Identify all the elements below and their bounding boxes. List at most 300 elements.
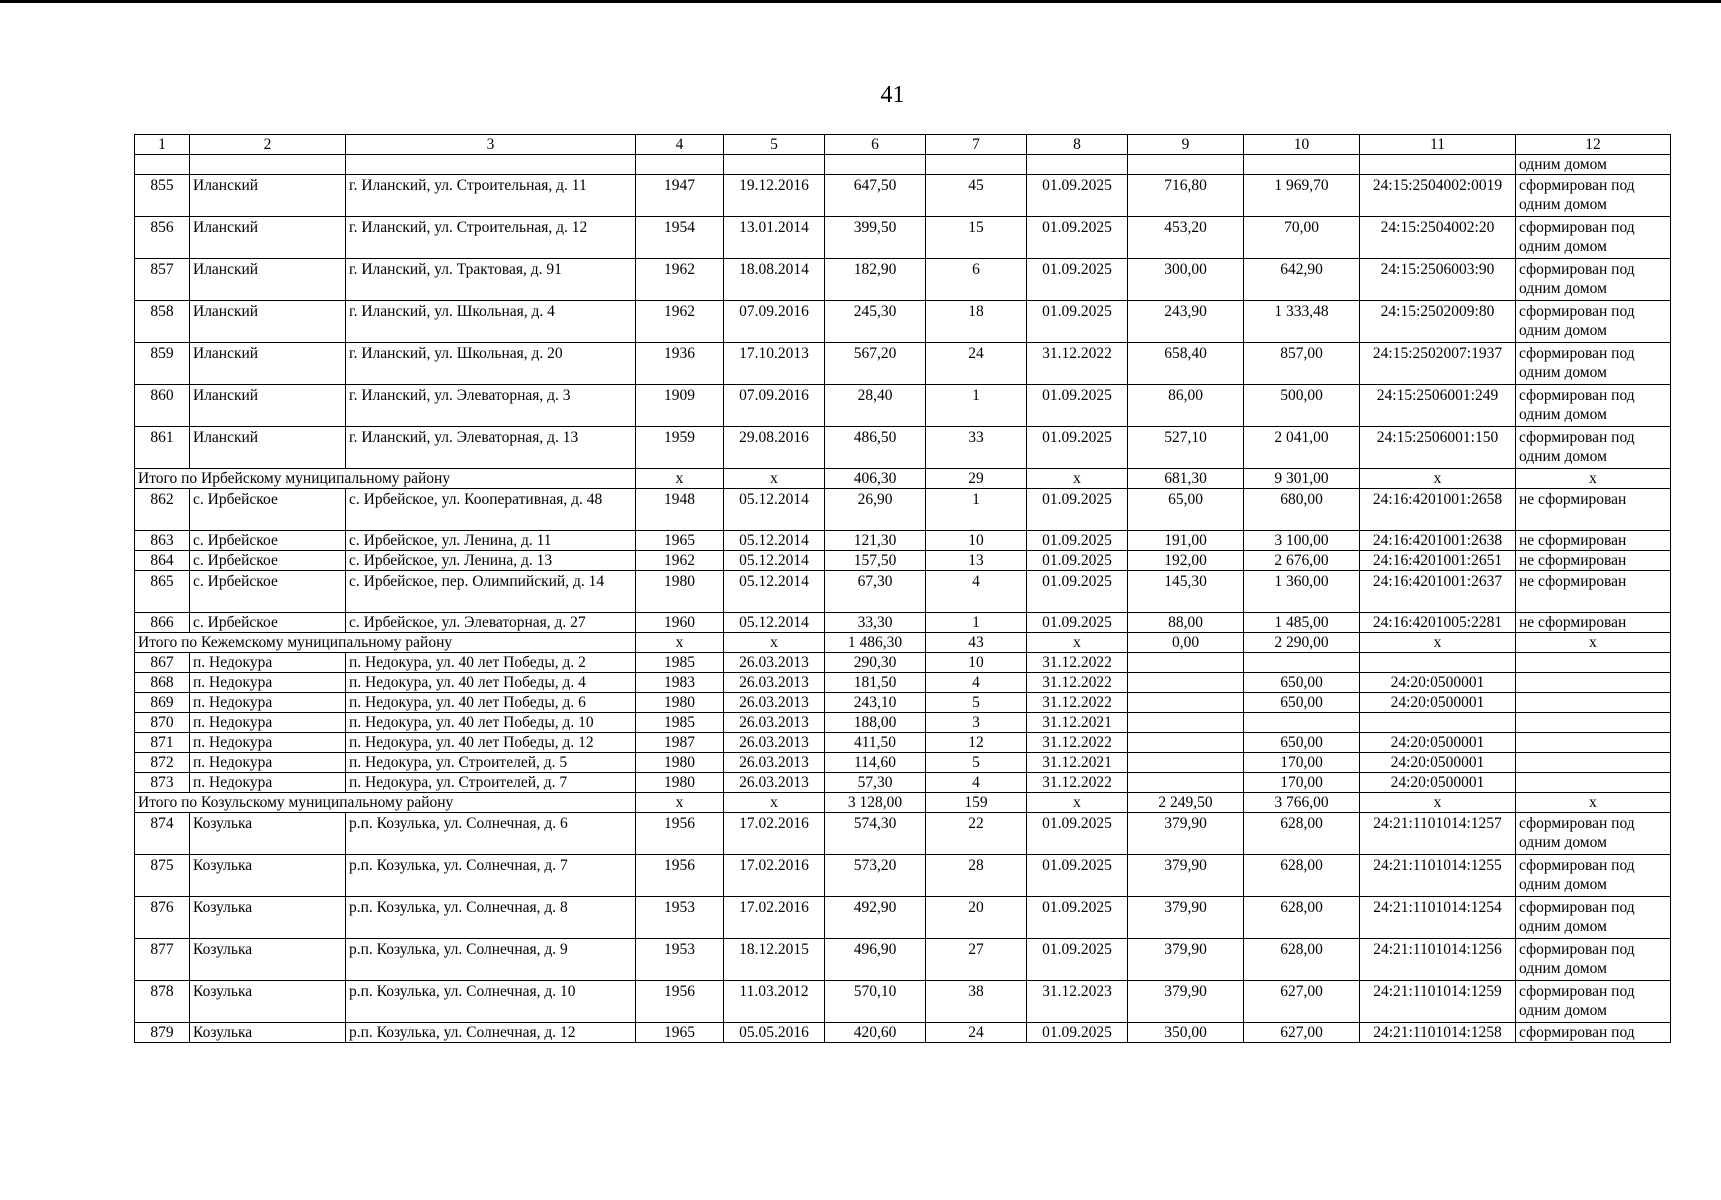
deadline-cell: 31.12.2022 — [1027, 673, 1128, 693]
cadastral-cell: 24:20:0500001 — [1360, 673, 1516, 693]
date-cell: 18.08.2014 — [724, 259, 825, 301]
address-cell: г. Иланский, ул. Элеваторная, д. 13 — [346, 427, 636, 469]
continuation-row — [135, 155, 1671, 175]
empty-cell — [1360, 155, 1516, 175]
area-cell: 406,30 — [825, 469, 926, 489]
date-cell: х — [724, 793, 825, 813]
land-status-cell: сформирован под одним домом — [1516, 175, 1671, 217]
municipality-cell: Иланский — [190, 175, 346, 217]
address-cell: г. Иланский, ул. Школьная, д. 4 — [346, 301, 636, 343]
col10-cell: 628,00 — [1244, 939, 1360, 981]
column-number-10: 10 — [1244, 135, 1360, 155]
land-status-cell: не сформирован — [1516, 613, 1671, 633]
col9-cell: 379,90 — [1128, 813, 1244, 855]
table-row — [135, 693, 1671, 713]
year-cell: х — [636, 793, 724, 813]
year-cell: 1985 — [636, 713, 724, 733]
col10-cell: 170,00 — [1244, 773, 1360, 793]
year-cell: 1965 — [636, 531, 724, 551]
table-row — [135, 385, 1671, 427]
col9-cell: 453,20 — [1128, 217, 1244, 259]
land-status-cell: сформирован под одним домом — [1516, 813, 1671, 855]
col10-cell: 1 969,70 — [1244, 175, 1360, 217]
date-cell: 29.08.2016 — [724, 427, 825, 469]
year-cell: 1909 — [636, 385, 724, 427]
column-number-1: 1 — [135, 135, 190, 155]
column-number-3: 3 — [346, 135, 636, 155]
date-cell: 05.12.2014 — [724, 551, 825, 571]
municipality-cell: Козулька — [190, 981, 346, 1023]
date-cell: 17.10.2013 — [724, 343, 825, 385]
residents-cell: 159 — [926, 793, 1027, 813]
land-status-cell: не сформирован — [1516, 571, 1671, 613]
table-row — [135, 1023, 1671, 1043]
col9-cell: 192,00 — [1128, 551, 1244, 571]
date-cell: 05.12.2014 — [724, 531, 825, 551]
municipality-cell: Иланский — [190, 259, 346, 301]
col9-cell: 379,90 — [1128, 897, 1244, 939]
land-status-cell: сформирован под одним домом — [1516, 343, 1671, 385]
year-cell: 1962 — [636, 301, 724, 343]
municipality-cell: Иланский — [190, 217, 346, 259]
col10-cell: 1 360,00 — [1244, 571, 1360, 613]
land-status-cell — [1516, 713, 1671, 733]
col9-cell: 0,00 — [1128, 633, 1244, 653]
address-cell: р.п. Козулька, ул. Солнечная, д. 9 — [346, 939, 636, 981]
row-number-cell: 871 — [135, 733, 190, 753]
row-number-cell: 855 — [135, 175, 190, 217]
residents-cell: 18 — [926, 301, 1027, 343]
col10-cell: 3 100,00 — [1244, 531, 1360, 551]
area-cell: 182,90 — [825, 259, 926, 301]
cadastral-cell: 24:20:0500001 — [1360, 753, 1516, 773]
column-number-7: 7 — [926, 135, 1027, 155]
subtotal-row — [135, 633, 1671, 653]
land-status-cell: сформирован под одним домом — [1516, 385, 1671, 427]
col10-cell: 650,00 — [1244, 733, 1360, 753]
empty-cell — [926, 155, 1027, 175]
municipality-cell: Козулька — [190, 897, 346, 939]
cadastral-cell — [1360, 653, 1516, 673]
cadastral-cell: 24:15:2506001:249 — [1360, 385, 1516, 427]
residents-cell: 20 — [926, 897, 1027, 939]
row-number-cell: 866 — [135, 613, 190, 633]
deadline-cell: 01.09.2025 — [1027, 855, 1128, 897]
year-cell: 1962 — [636, 551, 724, 571]
year-cell: 1953 — [636, 897, 724, 939]
municipality-cell: п. Недокура — [190, 693, 346, 713]
row-number-cell: 873 — [135, 773, 190, 793]
subtotal-label: Итого по Козульскому муниципальному району — [135, 793, 636, 813]
municipality-cell: Козулька — [190, 855, 346, 897]
column-number-6: 6 — [825, 135, 926, 155]
deadline-cell: 01.09.2025 — [1027, 897, 1128, 939]
col9-cell — [1128, 753, 1244, 773]
address-cell: г. Иланский, ул. Трактовая, д. 91 — [346, 259, 636, 301]
year-cell: 1962 — [636, 259, 724, 301]
col10-cell: 70,00 — [1244, 217, 1360, 259]
housing-register-table — [134, 134, 1671, 1043]
col9-cell: 527,10 — [1128, 427, 1244, 469]
deadline-cell: 01.09.2025 — [1027, 427, 1128, 469]
table-row — [135, 259, 1671, 301]
date-cell: 17.02.2016 — [724, 855, 825, 897]
row-number-cell: 859 — [135, 343, 190, 385]
col10-cell: 628,00 — [1244, 897, 1360, 939]
area-cell: 33,30 — [825, 613, 926, 633]
top-border-line — [0, 0, 1721, 3]
residents-cell: 24 — [926, 1023, 1027, 1043]
area-cell: 114,60 — [825, 753, 926, 773]
row-number-cell: 867 — [135, 653, 190, 673]
date-cell: 05.12.2014 — [724, 571, 825, 613]
cadastral-cell: 24:20:0500001 — [1360, 693, 1516, 713]
col9-cell — [1128, 713, 1244, 733]
row-number-cell: 874 — [135, 813, 190, 855]
cadastral-cell: х — [1360, 633, 1516, 653]
deadline-cell: 01.09.2025 — [1027, 939, 1128, 981]
cadastral-cell: 24:21:1101014:1258 — [1360, 1023, 1516, 1043]
area-cell: 420,60 — [825, 1023, 926, 1043]
col10-cell: 3 766,00 — [1244, 793, 1360, 813]
deadline-cell: 01.09.2025 — [1027, 1023, 1128, 1043]
year-cell: 1953 — [636, 939, 724, 981]
residents-cell: 24 — [926, 343, 1027, 385]
cadastral-cell: 24:15:2502007:1937 — [1360, 343, 1516, 385]
residents-cell: 10 — [926, 653, 1027, 673]
row-number-cell: 868 — [135, 673, 190, 693]
residents-cell: 1 — [926, 385, 1027, 427]
col10-cell: 2 290,00 — [1244, 633, 1360, 653]
area-cell: 647,50 — [825, 175, 926, 217]
residents-cell: 5 — [926, 753, 1027, 773]
subtotal-label: Итого по Кежемскому муниципальному району — [135, 633, 636, 653]
area-cell: 67,30 — [825, 571, 926, 613]
table-row — [135, 427, 1671, 469]
table-row — [135, 301, 1671, 343]
col10-cell: 650,00 — [1244, 693, 1360, 713]
cadastral-cell: 24:20:0500001 — [1360, 733, 1516, 753]
address-cell: п. Недокура, ул. 40 лет Победы, д. 4 — [346, 673, 636, 693]
empty-cell — [1027, 155, 1128, 175]
row-number-cell: 861 — [135, 427, 190, 469]
land-status-cell — [1516, 753, 1671, 773]
address-cell: п. Недокура, ул. Строителей, д. 5 — [346, 753, 636, 773]
date-cell: 26.03.2013 — [724, 713, 825, 733]
date-cell: 18.12.2015 — [724, 939, 825, 981]
row-number-cell: 865 — [135, 571, 190, 613]
area-cell: 188,00 — [825, 713, 926, 733]
cadastral-cell: 24:15:2506003:90 — [1360, 259, 1516, 301]
address-cell: г. Иланский, ул. Строительная, д. 12 — [346, 217, 636, 259]
year-cell: 1947 — [636, 175, 724, 217]
area-cell: 411,50 — [825, 733, 926, 753]
address-cell: с. Ирбейское, ул. Ленина, д. 11 — [346, 531, 636, 551]
table-row — [135, 613, 1671, 633]
col9-cell — [1128, 773, 1244, 793]
municipality-cell: Иланский — [190, 301, 346, 343]
land-status-cell: сформирован под одним домом — [1516, 897, 1671, 939]
date-cell: 11.03.2012 — [724, 981, 825, 1023]
table-row — [135, 733, 1671, 753]
empty-cell — [346, 155, 636, 175]
cadastral-cell: 24:20:0500001 — [1360, 773, 1516, 793]
cadastral-cell: 24:15:2504002:0019 — [1360, 175, 1516, 217]
deadline-cell: 01.09.2025 — [1027, 551, 1128, 571]
date-cell: 19.12.2016 — [724, 175, 825, 217]
date-cell: 26.03.2013 — [724, 753, 825, 773]
municipality-cell: п. Недокура — [190, 773, 346, 793]
residents-cell: 4 — [926, 571, 1027, 613]
deadline-cell: х — [1027, 469, 1128, 489]
cadastral-cell: 24:15:2504002:20 — [1360, 217, 1516, 259]
deadline-cell: 31.12.2022 — [1027, 653, 1128, 673]
row-number-cell: 870 — [135, 713, 190, 733]
table-row — [135, 855, 1671, 897]
subtotal-label: Итого по Ирбейскому муниципальному району — [135, 469, 636, 489]
address-cell: г. Иланский, ул. Школьная, д. 20 — [346, 343, 636, 385]
row-number-cell: 863 — [135, 531, 190, 551]
cadastral-cell: 24:15:2502009:80 — [1360, 301, 1516, 343]
cadastral-cell: х — [1360, 469, 1516, 489]
municipality-cell: п. Недокура — [190, 673, 346, 693]
deadline-cell: 31.12.2022 — [1027, 343, 1128, 385]
column-number-row — [135, 135, 1671, 155]
date-cell: х — [724, 633, 825, 653]
col10-cell — [1244, 653, 1360, 673]
address-cell: п. Недокура, ул. 40 лет Победы, д. 10 — [346, 713, 636, 733]
residents-cell: 12 — [926, 733, 1027, 753]
row-number-cell: 872 — [135, 753, 190, 773]
row-number-cell: 858 — [135, 301, 190, 343]
col9-cell: 2 249,50 — [1128, 793, 1244, 813]
land-status-cell: сформирован под одним домом — [1516, 301, 1671, 343]
residents-cell: 1 — [926, 613, 1027, 633]
area-cell: 492,90 — [825, 897, 926, 939]
residents-cell: 15 — [926, 217, 1027, 259]
land-status-cell: сформирован под — [1516, 1023, 1671, 1043]
cadastral-cell: 24:21:1101014:1255 — [1360, 855, 1516, 897]
cadastral-cell: 24:16:4201001:2637 — [1360, 571, 1516, 613]
col10-cell: 642,90 — [1244, 259, 1360, 301]
area-cell: 28,40 — [825, 385, 926, 427]
municipality-cell: Иланский — [190, 427, 346, 469]
col9-cell — [1128, 673, 1244, 693]
residents-cell: 45 — [926, 175, 1027, 217]
table-row — [135, 653, 1671, 673]
date-cell: 05.05.2016 — [724, 1023, 825, 1043]
empty-cell — [636, 155, 724, 175]
area-cell: 26,90 — [825, 489, 926, 531]
col9-cell: 716,80 — [1128, 175, 1244, 217]
land-status-cell: сформирован под одним домом — [1516, 939, 1671, 981]
col9-cell — [1128, 733, 1244, 753]
residents-cell: 29 — [926, 469, 1027, 489]
col10-cell — [1244, 713, 1360, 733]
land-status-cell: не сформирован — [1516, 531, 1671, 551]
col9-cell: 145,30 — [1128, 571, 1244, 613]
deadline-cell: 01.09.2025 — [1027, 813, 1128, 855]
empty-cell — [135, 155, 190, 175]
table-row — [135, 981, 1671, 1023]
area-cell: 399,50 — [825, 217, 926, 259]
land-status-cell: сформирован под одним домом — [1516, 427, 1671, 469]
table-row — [135, 175, 1671, 217]
date-cell: 05.12.2014 — [724, 613, 825, 633]
table-body — [135, 155, 1671, 1043]
residents-cell: 38 — [926, 981, 1027, 1023]
col9-cell: 86,00 — [1128, 385, 1244, 427]
table-row — [135, 753, 1671, 773]
col10-cell: 2 041,00 — [1244, 427, 1360, 469]
address-cell: п. Недокура, ул. Строителей, д. 7 — [346, 773, 636, 793]
deadline-cell: 31.12.2021 — [1027, 753, 1128, 773]
deadline-cell: 31.12.2022 — [1027, 773, 1128, 793]
date-cell: 26.03.2013 — [724, 653, 825, 673]
col9-cell: 300,00 — [1128, 259, 1244, 301]
cadastral-cell: 24:16:4201005:2281 — [1360, 613, 1516, 633]
col10-cell: 500,00 — [1244, 385, 1360, 427]
residents-cell: 10 — [926, 531, 1027, 551]
address-cell: с. Ирбейское, ул. Элеваторная, д. 27 — [346, 613, 636, 633]
col10-cell: 857,00 — [1244, 343, 1360, 385]
address-cell: г. Иланский, ул. Строительная, д. 11 — [346, 175, 636, 217]
residents-cell: 22 — [926, 813, 1027, 855]
empty-cell — [724, 155, 825, 175]
residents-cell: 3 — [926, 713, 1027, 733]
land-status-cell — [1516, 693, 1671, 713]
date-cell: 26.03.2013 — [724, 773, 825, 793]
table-row — [135, 673, 1671, 693]
col9-cell: 379,90 — [1128, 855, 1244, 897]
address-cell: п. Недокура, ул. 40 лет Победы, д. 12 — [346, 733, 636, 753]
residents-cell: 28 — [926, 855, 1027, 897]
municipality-cell: с. Ирбейское — [190, 489, 346, 531]
date-cell: 26.03.2013 — [724, 673, 825, 693]
cadastral-cell: 24:16:4201001:2651 — [1360, 551, 1516, 571]
deadline-cell: 01.09.2025 — [1027, 175, 1128, 217]
residents-cell: 5 — [926, 693, 1027, 713]
address-cell: п. Недокура, ул. 40 лет Победы, д. 6 — [346, 693, 636, 713]
municipality-cell: Козулька — [190, 1023, 346, 1043]
page-number: 41 — [880, 82, 905, 108]
area-cell: 245,30 — [825, 301, 926, 343]
year-cell: 1956 — [636, 981, 724, 1023]
col9-cell: 350,00 — [1128, 1023, 1244, 1043]
land-status-cell: одним домом — [1516, 155, 1671, 175]
cadastral-cell: 24:21:1101014:1259 — [1360, 981, 1516, 1023]
cadastral-cell: 24:15:2506001:150 — [1360, 427, 1516, 469]
land-status-cell: х — [1516, 793, 1671, 813]
year-cell: 1956 — [636, 813, 724, 855]
residents-cell: 4 — [926, 773, 1027, 793]
municipality-cell: п. Недокура — [190, 713, 346, 733]
date-cell: 07.09.2016 — [724, 385, 825, 427]
address-cell: р.п. Козулька, ул. Солнечная, д. 12 — [346, 1023, 636, 1043]
address-cell: р.п. Козулька, ул. Солнечная, д. 10 — [346, 981, 636, 1023]
year-cell: 1960 — [636, 613, 724, 633]
col9-cell: 379,90 — [1128, 939, 1244, 981]
land-status-cell: сформирован под одним домом — [1516, 855, 1671, 897]
year-cell: 1965 — [636, 1023, 724, 1043]
municipality-cell: п. Недокура — [190, 733, 346, 753]
row-number-cell: 869 — [135, 693, 190, 713]
deadline-cell: 01.09.2025 — [1027, 259, 1128, 301]
year-cell: 1980 — [636, 693, 724, 713]
land-status-cell: не сформирован — [1516, 489, 1671, 531]
table-row — [135, 939, 1671, 981]
col10-cell: 9 301,00 — [1244, 469, 1360, 489]
land-status-cell — [1516, 673, 1671, 693]
col10-cell: 627,00 — [1244, 981, 1360, 1023]
col10-cell: 627,00 — [1244, 1023, 1360, 1043]
municipality-cell: с. Ирбейское — [190, 613, 346, 633]
cadastral-cell: 24:21:1101014:1256 — [1360, 939, 1516, 981]
column-number-4: 4 — [636, 135, 724, 155]
cadastral-cell: х — [1360, 793, 1516, 813]
col10-cell: 1 485,00 — [1244, 613, 1360, 633]
table-row — [135, 531, 1671, 551]
area-cell: 570,10 — [825, 981, 926, 1023]
deadline-cell: 31.12.2023 — [1027, 981, 1128, 1023]
empty-cell — [1244, 155, 1360, 175]
table-row — [135, 551, 1671, 571]
year-cell: 1980 — [636, 753, 724, 773]
land-status-cell — [1516, 733, 1671, 753]
land-status-cell — [1516, 773, 1671, 793]
year-cell: 1959 — [636, 427, 724, 469]
residents-cell: 13 — [926, 551, 1027, 571]
year-cell: 1980 — [636, 773, 724, 793]
land-status-cell: не сформирован — [1516, 551, 1671, 571]
col9-cell: 65,00 — [1128, 489, 1244, 531]
table-row — [135, 217, 1671, 259]
column-number-12: 12 — [1516, 135, 1671, 155]
residents-cell: 4 — [926, 673, 1027, 693]
residents-cell: 27 — [926, 939, 1027, 981]
deadline-cell: 01.09.2025 — [1027, 385, 1128, 427]
col9-cell: 243,90 — [1128, 301, 1244, 343]
address-cell: с. Ирбейское, ул. Кооперативная, д. 48 — [346, 489, 636, 531]
residents-cell: 1 — [926, 489, 1027, 531]
row-number-cell: 875 — [135, 855, 190, 897]
date-cell: 13.01.2014 — [724, 217, 825, 259]
land-status-cell — [1516, 653, 1671, 673]
row-number-cell: 876 — [135, 897, 190, 939]
land-status-cell: сформирован под одним домом — [1516, 981, 1671, 1023]
col9-cell: 379,90 — [1128, 981, 1244, 1023]
deadline-cell: 01.09.2025 — [1027, 489, 1128, 531]
subtotal-row — [135, 793, 1671, 813]
col10-cell: 628,00 — [1244, 813, 1360, 855]
table-row — [135, 571, 1671, 613]
address-cell: с. Ирбейское, ул. Ленина, д. 13 — [346, 551, 636, 571]
address-cell: р.п. Козулька, ул. Солнечная, д. 8 — [346, 897, 636, 939]
cadastral-cell: 24:21:1101014:1254 — [1360, 897, 1516, 939]
column-number-2: 2 — [190, 135, 346, 155]
cadastral-cell — [1360, 713, 1516, 733]
table-row — [135, 489, 1671, 531]
municipality-cell: с. Ирбейское — [190, 571, 346, 613]
area-cell: 181,50 — [825, 673, 926, 693]
table-row — [135, 897, 1671, 939]
deadline-cell: 31.12.2022 — [1027, 693, 1128, 713]
year-cell: х — [636, 633, 724, 653]
municipality-cell: Иланский — [190, 343, 346, 385]
address-cell: р.п. Козулька, ул. Солнечная, д. 7 — [346, 855, 636, 897]
municipality-cell: Иланский — [190, 385, 346, 427]
date-cell: 17.02.2016 — [724, 897, 825, 939]
